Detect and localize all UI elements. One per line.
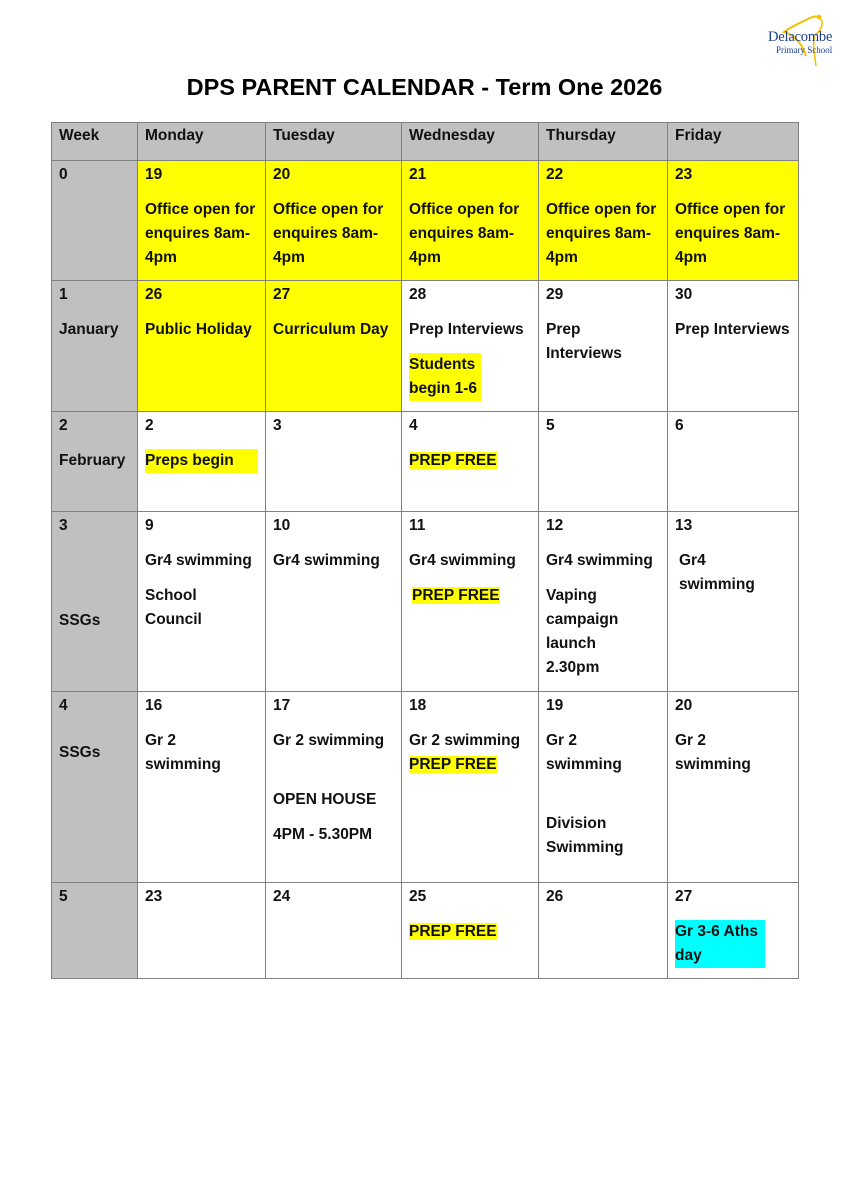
week-row-3 [52,512,799,692]
day-date: 2 [145,417,154,434]
day-date: 13 [675,517,693,534]
day-event: Gr4 swimming [546,552,653,569]
calendar-table [51,122,799,979]
day-event: OPEN HOUSE [273,791,377,808]
day-cell [266,512,402,692]
week-cell [52,281,138,412]
day-event: PREP FREE [412,587,500,604]
header-thursday: Thursday [539,123,668,161]
day-cell [138,161,266,281]
day-event: Office open for enquires 8am-4pm [409,201,520,266]
day-cell [266,161,402,281]
day-cell [266,412,402,512]
day-event: 4PM - 5.30PM [273,826,373,843]
day-event: Vaping campaign launch 2.30pm [546,587,619,676]
day-date: 25 [409,888,427,905]
day-event: Gr 2 swimming [273,732,385,749]
week-row-4 [52,692,799,883]
day-cell [266,692,402,883]
day-event: Prep Interviews [675,321,790,338]
day-cell [402,161,539,281]
week-cell [52,412,138,512]
day-event: Public Holiday [145,321,252,338]
day-date: 16 [145,697,163,714]
day-date: 20 [273,166,291,183]
week-number: 4 [59,697,68,714]
day-event: Office open for enquires 8am-4pm [546,201,657,266]
day-cell [539,412,668,512]
day-date: 9 [145,517,154,534]
header-friday: Friday [668,123,799,161]
day-date: 10 [273,517,291,534]
day-event: Gr 2 swimming [675,732,751,773]
day-date: 23 [145,888,163,905]
day-event: Students begin 1-6 [409,353,481,401]
day-cell [138,512,266,692]
week-cell [52,883,138,979]
day-cell [668,692,799,883]
day-event: Gr 3-6 Aths day [675,920,765,968]
day-cell [402,692,539,883]
day-event: Gr4 swimming [679,552,755,593]
header-week: Week [52,123,138,161]
day-date: 22 [546,166,564,183]
logo-school-name: Delacombe [768,29,833,45]
day-date: 19 [546,697,564,714]
day-cell [266,281,402,412]
day-date: 18 [409,697,427,714]
day-date: 12 [546,517,564,534]
week-row-1 [52,281,799,412]
day-event: Prep Interviews [546,321,622,362]
day-event-highlighted [409,920,531,944]
day-date: 4 [409,417,418,434]
day-date: 24 [273,888,291,905]
day-event: Office open for enquires 8am-4pm [675,201,786,266]
day-event-highlighted [675,920,791,968]
week-cell [52,161,138,281]
day-cell [402,883,539,979]
day-cell [266,883,402,979]
week-number: 2 [59,417,68,434]
day-event: Gr4 swimming [273,552,380,569]
day-event: Prep Interviews [409,321,524,338]
day-date: 3 [273,417,282,434]
day-cell [138,883,266,979]
day-event: School Council [145,587,202,628]
logo-school-subtitle: Primary School [776,45,833,55]
day-cell [402,512,539,692]
day-cell [668,161,799,281]
day-date: 23 [675,166,693,183]
day-cell [668,412,799,512]
week-row-0 [52,161,799,281]
day-date: 29 [546,286,564,303]
day-event-highlighted [409,753,531,777]
day-event: Curriculum Day [273,321,389,338]
header-wednesday: Wednesday [402,123,539,161]
day-date: 28 [409,286,427,303]
day-event-highlighted [409,584,531,608]
day-event: Gr 2 swimming [145,732,221,773]
week-row-5 [52,883,799,979]
day-event: PREP FREE [409,923,497,940]
week-month: January [59,321,119,338]
day-event: Gr4 swimming [409,552,516,569]
week-row-2 [52,412,799,512]
day-event: PREP FREE [409,756,497,773]
day-event-highlighted [409,353,531,401]
day-date: 5 [546,417,555,434]
school-logo [762,12,842,68]
day-cell [539,281,668,412]
week-month: February [59,452,126,469]
day-date: 26 [546,888,564,905]
day-event: Division Swimming [546,815,624,856]
week-number: 0 [59,166,68,183]
day-cell [539,512,668,692]
header-row [52,123,799,161]
day-cell [138,412,266,512]
day-cell [539,883,668,979]
day-event: Office open for enquires 8am-4pm [273,201,384,266]
header-monday: Monday [138,123,266,161]
day-date: 11 [409,517,426,534]
day-event: Gr 2 swimming [409,732,521,749]
day-date: 26 [145,286,163,303]
day-event: PREP FREE [409,452,497,469]
day-cell [138,281,266,412]
day-cell [668,883,799,979]
day-cell [402,281,539,412]
header-tuesday: Tuesday [266,123,402,161]
day-date: 27 [675,888,693,905]
week-cell [52,692,138,883]
day-date: 6 [675,417,684,434]
day-date: 27 [273,286,291,303]
day-cell [668,512,799,692]
week-note: SSGs [59,612,101,629]
day-date: 21 [409,166,427,183]
day-date: 20 [675,697,693,714]
day-event: Office open for enquires 8am-4pm [145,201,256,266]
day-cell [539,692,668,883]
day-cell [539,161,668,281]
week-note: SSGs [59,744,101,761]
week-number: 1 [59,286,68,303]
page-title: DPS PARENT CALENDAR - Term One 2026 [186,74,663,100]
day-cell [668,281,799,412]
day-event-highlighted [409,449,531,473]
day-cell [402,412,539,512]
week-cell [52,512,138,692]
day-event: Gr4 swimming [145,552,252,569]
week-number: 3 [59,517,68,534]
day-cell [138,692,266,883]
day-event: Preps begin [145,449,258,473]
day-date: 30 [675,286,693,303]
week-number: 5 [59,888,68,905]
day-date: 19 [145,166,163,183]
day-date: 17 [273,697,291,714]
day-event: Gr 2 swimming [546,732,622,773]
